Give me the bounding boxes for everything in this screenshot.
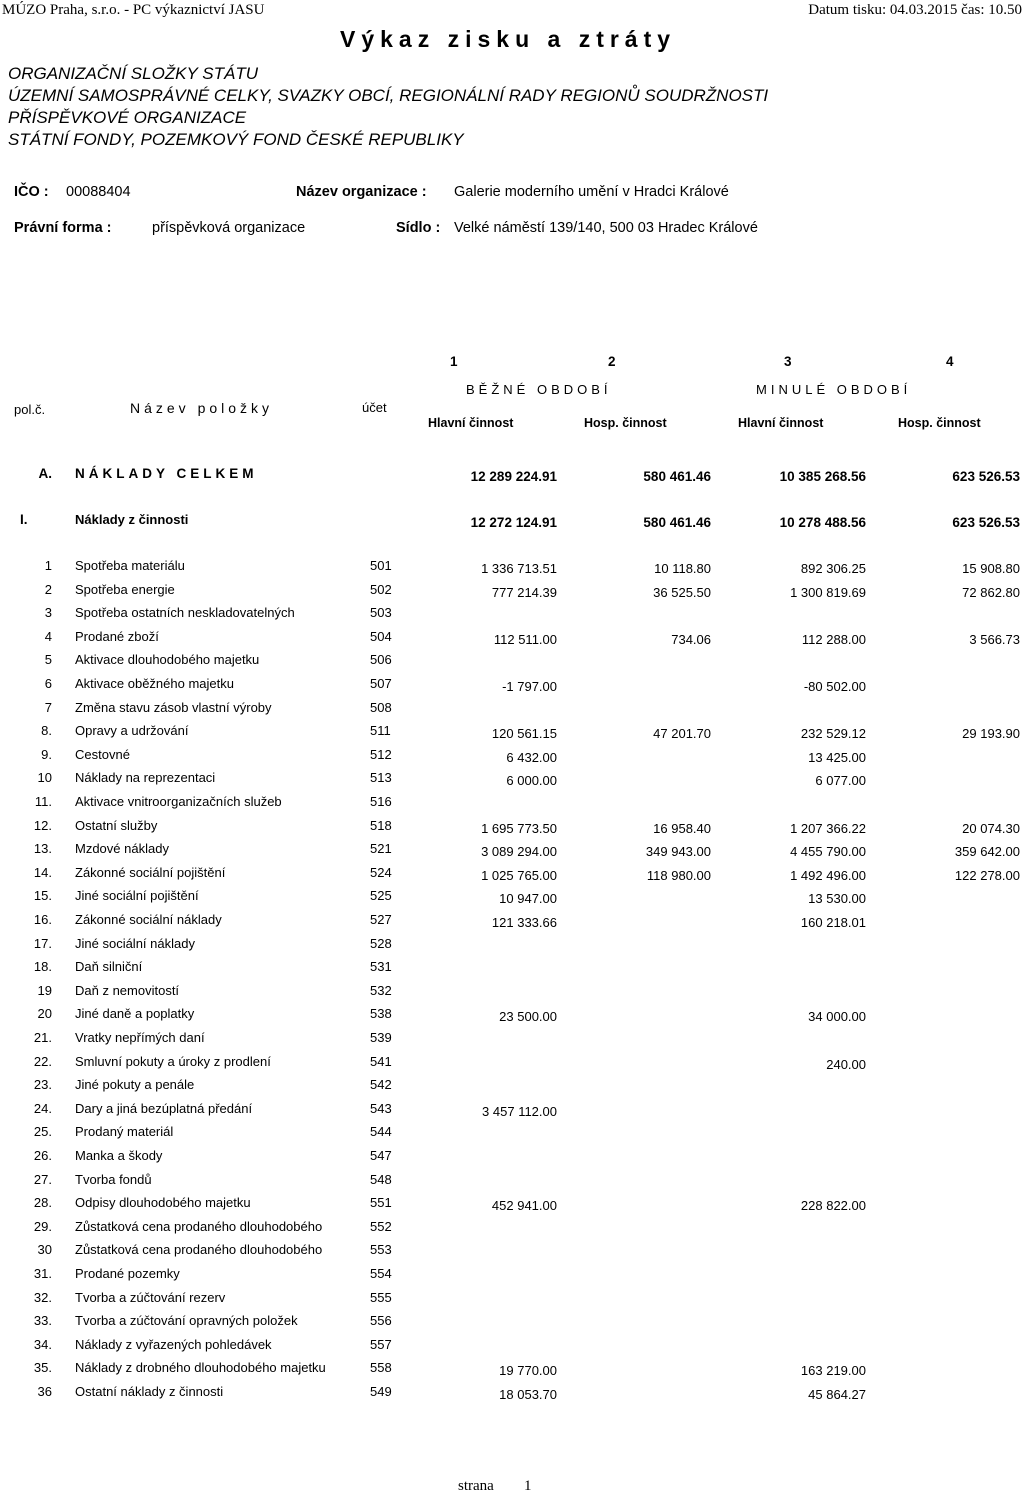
row-number: 24. <box>33 1100 52 1116</box>
category-line: STÁTNÍ FONDY, POZEMKOVÝ FOND ČESKÉ REPUBLIKY <box>8 130 464 149</box>
row-account: 524 <box>370 864 392 880</box>
row-name: Daň z nemovitostí <box>75 982 180 998</box>
row-name: Tvorba a zúčtování opravných položek <box>75 1313 298 1329</box>
row-number: 13. <box>33 841 52 857</box>
row-number: 11. <box>34 794 52 809</box>
row-name: Zákonné sociální pojištění <box>75 864 226 880</box>
org-name-label: Název organizace : <box>296 184 427 200</box>
account-header: účet <box>362 400 387 415</box>
value-main-current: 777 214.39 <box>491 584 557 600</box>
row-name: Prodaný materiál <box>75 1124 174 1140</box>
row-number: 35. <box>33 1360 52 1376</box>
total-row <box>0 466 1024 489</box>
page-label: strana <box>458 1478 494 1494</box>
row-account: 516 <box>370 794 392 809</box>
table-row <box>0 605 1024 628</box>
value-main-previous: 1 300 819.69 <box>790 584 866 600</box>
current-period-header: BĚŽNÉ OBDOBÍ <box>466 382 612 397</box>
table-row <box>0 700 1024 723</box>
row-number: 22. <box>33 1053 52 1069</box>
row-name: Prodané pozemky <box>75 1266 180 1281</box>
row-account: 551 <box>370 1195 392 1211</box>
row-account: 503 <box>370 605 392 621</box>
row-account: 501 <box>370 558 392 573</box>
table-row <box>0 1290 1024 1313</box>
row-number: 1 <box>44 558 52 573</box>
row-account: 553 <box>370 1242 392 1258</box>
column-number: 1 <box>450 354 458 369</box>
row-name: Tvorba a zúčtování rezerv <box>75 1289 226 1305</box>
row-name: Jiné sociální pojištění <box>75 888 199 904</box>
table-row <box>0 1195 1024 1218</box>
row-number: 29. <box>33 1218 52 1234</box>
row-account: 556 <box>370 1313 392 1329</box>
row-name: Smluvní pokuty a úroky z prodlení <box>75 1053 271 1069</box>
value-main-previous: 240.00 <box>826 1056 866 1072</box>
value-econ-previous: 15 908.80 <box>962 561 1020 576</box>
value-econ-current: 580 461.46 <box>643 469 711 484</box>
column-number: 2 <box>608 354 616 369</box>
row-number: 25. <box>33 1124 52 1140</box>
value-main-current: 23 500.00 <box>499 1009 557 1025</box>
row-number: 20 <box>37 1006 52 1022</box>
table-row <box>0 1313 1024 1336</box>
value-econ-previous: 3 566.73 <box>969 631 1020 647</box>
seat-label: Sídlo : <box>396 220 441 236</box>
econ-activity-header: Hosp. činnost <box>584 416 667 430</box>
row-number: 2 <box>44 581 52 597</box>
value-main-current: 12 272 124.91 <box>470 515 557 530</box>
value-main-current: 6 432.00 <box>506 749 557 765</box>
value-main-previous: 45 864.27 <box>808 1387 866 1402</box>
value-econ-previous: 623 526.53 <box>952 469 1020 484</box>
value-econ-current: 580 461.46 <box>643 515 711 530</box>
row-account: 527 <box>370 912 392 927</box>
row-number: 7 <box>44 699 52 715</box>
row-number: 15. <box>33 888 52 904</box>
row-number: 26. <box>33 1148 52 1163</box>
row-number: I. <box>20 512 28 527</box>
row-name: Aktivace oběžného majetku <box>75 676 234 691</box>
row-number: 36 <box>37 1384 52 1399</box>
row-account: 521 <box>370 841 392 857</box>
row-account: 531 <box>370 959 392 975</box>
value-main-current: -1 797.00 <box>502 679 557 694</box>
legal-form-label: Právní forma : <box>14 220 112 236</box>
row-account: 518 <box>370 817 392 833</box>
row-name: Vratky nepřímých daní <box>75 1030 205 1045</box>
row-name: Jiné sociální náklady <box>75 935 195 951</box>
row-account: 538 <box>370 1006 392 1022</box>
row-name: Zákonné sociální náklady <box>75 912 222 927</box>
main-activity-header: Hlavní činnost <box>738 416 824 430</box>
row-account: 508 <box>370 699 392 715</box>
value-econ-previous: 20 074.30 <box>962 820 1020 836</box>
category-line: ORGANIZAČNÍ SLOŽKY STÁTU <box>8 64 259 83</box>
table-row <box>0 747 1024 770</box>
value-main-current: 452 941.00 <box>491 1198 557 1214</box>
value-main-current: 1 695 773.50 <box>481 820 557 836</box>
value-main-previous: 1 207 366.22 <box>790 820 866 836</box>
row-name: Prodané zboží <box>75 628 159 644</box>
row-name: Mzdové náklady <box>75 841 169 857</box>
value-main-current: 112 511.00 <box>493 631 557 647</box>
row-account: 504 <box>370 628 392 644</box>
value-econ-previous: 359 642.00 <box>954 844 1020 860</box>
row-number: 31. <box>33 1266 52 1281</box>
row-number: 18. <box>33 959 52 975</box>
table-row <box>0 1148 1024 1171</box>
page-number: 1 <box>524 1478 532 1494</box>
page-title: Výkaz zisku a ztráty <box>340 26 677 52</box>
row-name: NÁKLADY CELKEM <box>75 466 258 481</box>
row-number: A. <box>38 466 52 481</box>
value-main-previous: 4 455 790.00 <box>790 844 866 860</box>
value-econ-previous: 72 862.80 <box>962 584 1020 600</box>
value-econ-current: 734.06 <box>671 631 711 647</box>
row-name: Aktivace dlouhodobého majetku <box>75 652 260 668</box>
table-row <box>0 676 1024 699</box>
value-main-current: 12 289 224.91 <box>470 469 557 484</box>
table-row <box>0 1266 1024 1289</box>
value-econ-current: 16 958.40 <box>653 820 711 836</box>
table-row <box>0 1172 1024 1195</box>
value-main-previous: 160 218.01 <box>800 915 866 930</box>
value-main-previous: 13 425.00 <box>808 749 866 765</box>
value-econ-current: 47 201.70 <box>653 726 711 742</box>
row-name: Náklady na reprezentaci <box>75 770 216 786</box>
print-source: MÚZO Praha, s.r.o. - PC výkaznictví JASU <box>2 2 265 18</box>
row-name: Jiné daně a poplatky <box>75 1006 195 1022</box>
table-row <box>0 1242 1024 1265</box>
category-line: ÚZEMNÍ SAMOSPRÁVNÉ CELKY, SVAZKY OBCÍ, REGIONÁLNÍ RADY REGIONŮ SOUDRŽNOSTI <box>8 86 769 105</box>
ico-label: IČO : <box>14 184 49 200</box>
row-name: Spotřeba energie <box>75 581 175 597</box>
row-account: 539 <box>370 1030 392 1045</box>
value-econ-previous: 29 193.90 <box>962 726 1020 742</box>
table-row <box>0 794 1024 817</box>
table-row <box>0 865 1024 888</box>
value-main-previous: 163 219.00 <box>800 1363 866 1379</box>
row-name: Aktivace vnitroorganizačních služeb <box>75 794 282 809</box>
value-main-previous: 6 077.00 <box>815 773 866 789</box>
row-name: Manka a škody <box>75 1148 163 1163</box>
table-row <box>0 1384 1024 1407</box>
table-row <box>0 629 1024 652</box>
row-name: Opravy a udržování <box>75 723 189 739</box>
table-row <box>0 1030 1024 1053</box>
row-name: Náklady z drobného dlouhodobého majetku <box>75 1360 326 1376</box>
table-row <box>0 936 1024 959</box>
value-main-current: 10 947.00 <box>499 891 557 907</box>
row-account: 513 <box>370 770 392 786</box>
row-number: 32. <box>33 1289 52 1305</box>
row-number: 34. <box>33 1336 52 1352</box>
org-name-value: Galerie moderního umění v Hradci Králové <box>454 184 729 200</box>
row-number: 27. <box>33 1171 52 1187</box>
row-number: 19 <box>37 982 52 998</box>
value-main-current: 6 000.00 <box>506 773 557 789</box>
row-number: 4 <box>44 628 52 644</box>
table-row <box>0 652 1024 675</box>
row-name: Náklady z činnosti <box>75 512 189 527</box>
row-number: 17. <box>33 935 52 951</box>
table-row <box>0 1124 1024 1147</box>
row-account: 506 <box>370 652 392 668</box>
table-row <box>0 770 1024 793</box>
row-number: 5 <box>44 652 52 668</box>
row-number: 28. <box>33 1195 52 1211</box>
value-main-previous: -80 502.00 <box>803 679 866 694</box>
row-name: Jiné pokuty a penále <box>75 1077 195 1093</box>
table-row <box>0 888 1024 911</box>
total-row <box>0 512 1024 535</box>
row-name: Dary a jiná bezúplatná předání <box>75 1100 253 1116</box>
row-account: 552 <box>370 1218 392 1234</box>
value-econ-previous: 122 278.00 <box>954 867 1020 883</box>
row-name: Změna stavu zásob vlastní výroby <box>75 699 272 715</box>
row-name: Ostatní služby <box>75 817 158 833</box>
value-main-previous: 228 822.00 <box>800 1198 866 1214</box>
value-main-current: 1 025 765.00 <box>481 867 557 883</box>
row-number: 21. <box>33 1030 52 1045</box>
table-row <box>0 959 1024 982</box>
table-row <box>0 1006 1024 1029</box>
column-number: 4 <box>946 354 954 369</box>
previous-period-header: MINULÉ OBDOBÍ <box>756 382 912 397</box>
row-name: Ostatní náklady z činnosti <box>75 1384 224 1399</box>
table-row <box>0 1360 1024 1383</box>
category-line: PŘÍSPĚVKOVÉ ORGANIZACE <box>8 108 247 127</box>
row-account: 548 <box>370 1171 392 1187</box>
econ-activity-header: Hosp. činnost <box>898 416 981 430</box>
row-account: 502 <box>370 581 392 597</box>
row-name: Spotřeba ostatních neskladovatelných <box>75 605 295 621</box>
row-name: Spotřeba materiálu <box>75 558 185 573</box>
value-main-previous: 1 492 496.00 <box>790 867 866 883</box>
row-account: 525 <box>370 888 392 904</box>
row-name: Náklady z vyřazených pohledávek <box>75 1336 272 1352</box>
table-row <box>0 1101 1024 1124</box>
value-main-previous: 232 529.12 <box>800 726 866 742</box>
row-number: 16. <box>33 912 52 927</box>
row-account: 512 <box>370 746 392 762</box>
value-main-current: 121 333.66 <box>491 915 557 930</box>
row-number: 9. <box>41 746 52 762</box>
row-account: 507 <box>370 676 392 691</box>
seat-value: Velké náměstí 139/140, 500 03 Hradec Králové <box>454 220 758 236</box>
value-main-current: 3 457 112.00 <box>482 1103 557 1119</box>
value-econ-current: 36 525.50 <box>653 584 711 600</box>
value-main-previous: 13 530.00 <box>808 891 866 907</box>
value-main-previous: 34 000.00 <box>808 1009 866 1025</box>
table-row <box>0 818 1024 841</box>
table-row <box>0 558 1024 581</box>
value-main-current: 3 089 294.00 <box>481 844 557 860</box>
row-account: 555 <box>370 1289 392 1305</box>
row-account: 558 <box>370 1360 392 1376</box>
value-econ-current: 118 980.00 <box>646 867 711 883</box>
row-number: 14. <box>33 864 52 880</box>
row-account: 543 <box>370 1100 392 1116</box>
table-row <box>0 582 1024 605</box>
row-number: 30 <box>37 1242 52 1258</box>
row-account: 511 <box>370 723 391 739</box>
row-number: 12. <box>33 817 52 833</box>
row-name: Daň silniční <box>75 959 143 975</box>
print-datetime: Datum tisku: 04.03.2015 čas: 10.50 <box>808 2 1022 18</box>
ico-value: 00088404 <box>66 184 131 200</box>
row-number: 33. <box>33 1313 52 1329</box>
row-account: 528 <box>370 935 392 951</box>
value-econ-current: 349 943.00 <box>645 844 711 860</box>
row-account: 557 <box>370 1336 392 1352</box>
row-number: 10 <box>37 770 52 786</box>
row-account: 542 <box>370 1077 392 1093</box>
row-account: 544 <box>370 1124 392 1140</box>
value-main-current: 19 770.00 <box>499 1363 557 1379</box>
row-name: Zůstatková cena prodaného dlouhodobého <box>75 1242 323 1258</box>
row-name: Zůstatková cena prodaného dlouhodobého <box>75 1218 323 1234</box>
table-row <box>0 912 1024 935</box>
item-name-header: Název položky <box>130 400 274 416</box>
row-name: Cestovné <box>75 746 130 762</box>
value-main-current: 18 053.70 <box>499 1387 557 1402</box>
row-name: Tvorba fondů <box>75 1171 152 1187</box>
row-name: Odpisy dlouhodobého majetku <box>75 1195 251 1211</box>
table-row <box>0 1337 1024 1360</box>
row-number: 8. <box>41 723 52 739</box>
value-main-previous: 112 288.00 <box>801 631 866 647</box>
legal-form-value: příspěvková organizace <box>152 220 306 236</box>
value-main-current: 120 561.15 <box>491 726 557 742</box>
table-row <box>0 723 1024 746</box>
table-row <box>0 1054 1024 1077</box>
value-main-previous: 10 278 488.56 <box>779 515 866 530</box>
pol-header: pol.č. <box>14 402 46 417</box>
row-number: 23. <box>33 1077 52 1093</box>
row-account: 532 <box>370 982 392 998</box>
main-activity-header: Hlavní činnost <box>428 416 514 430</box>
value-main-current: 1 336 713.51 <box>481 561 557 576</box>
table-row <box>0 1219 1024 1242</box>
column-number: 3 <box>784 354 792 369</box>
value-econ-previous: 623 526.53 <box>952 515 1020 530</box>
table-row <box>0 983 1024 1006</box>
row-account: 549 <box>370 1384 392 1399</box>
value-econ-current: 10 118.80 <box>654 561 711 576</box>
row-number: 3 <box>44 605 52 621</box>
row-number: 6 <box>44 676 52 691</box>
table-row <box>0 1077 1024 1100</box>
value-main-previous: 10 385 268.56 <box>779 469 866 484</box>
row-account: 541 <box>370 1053 392 1069</box>
row-account: 554 <box>370 1266 392 1281</box>
row-account: 547 <box>370 1148 392 1163</box>
value-main-previous: 892 306.25 <box>800 561 866 576</box>
table-row <box>0 841 1024 864</box>
